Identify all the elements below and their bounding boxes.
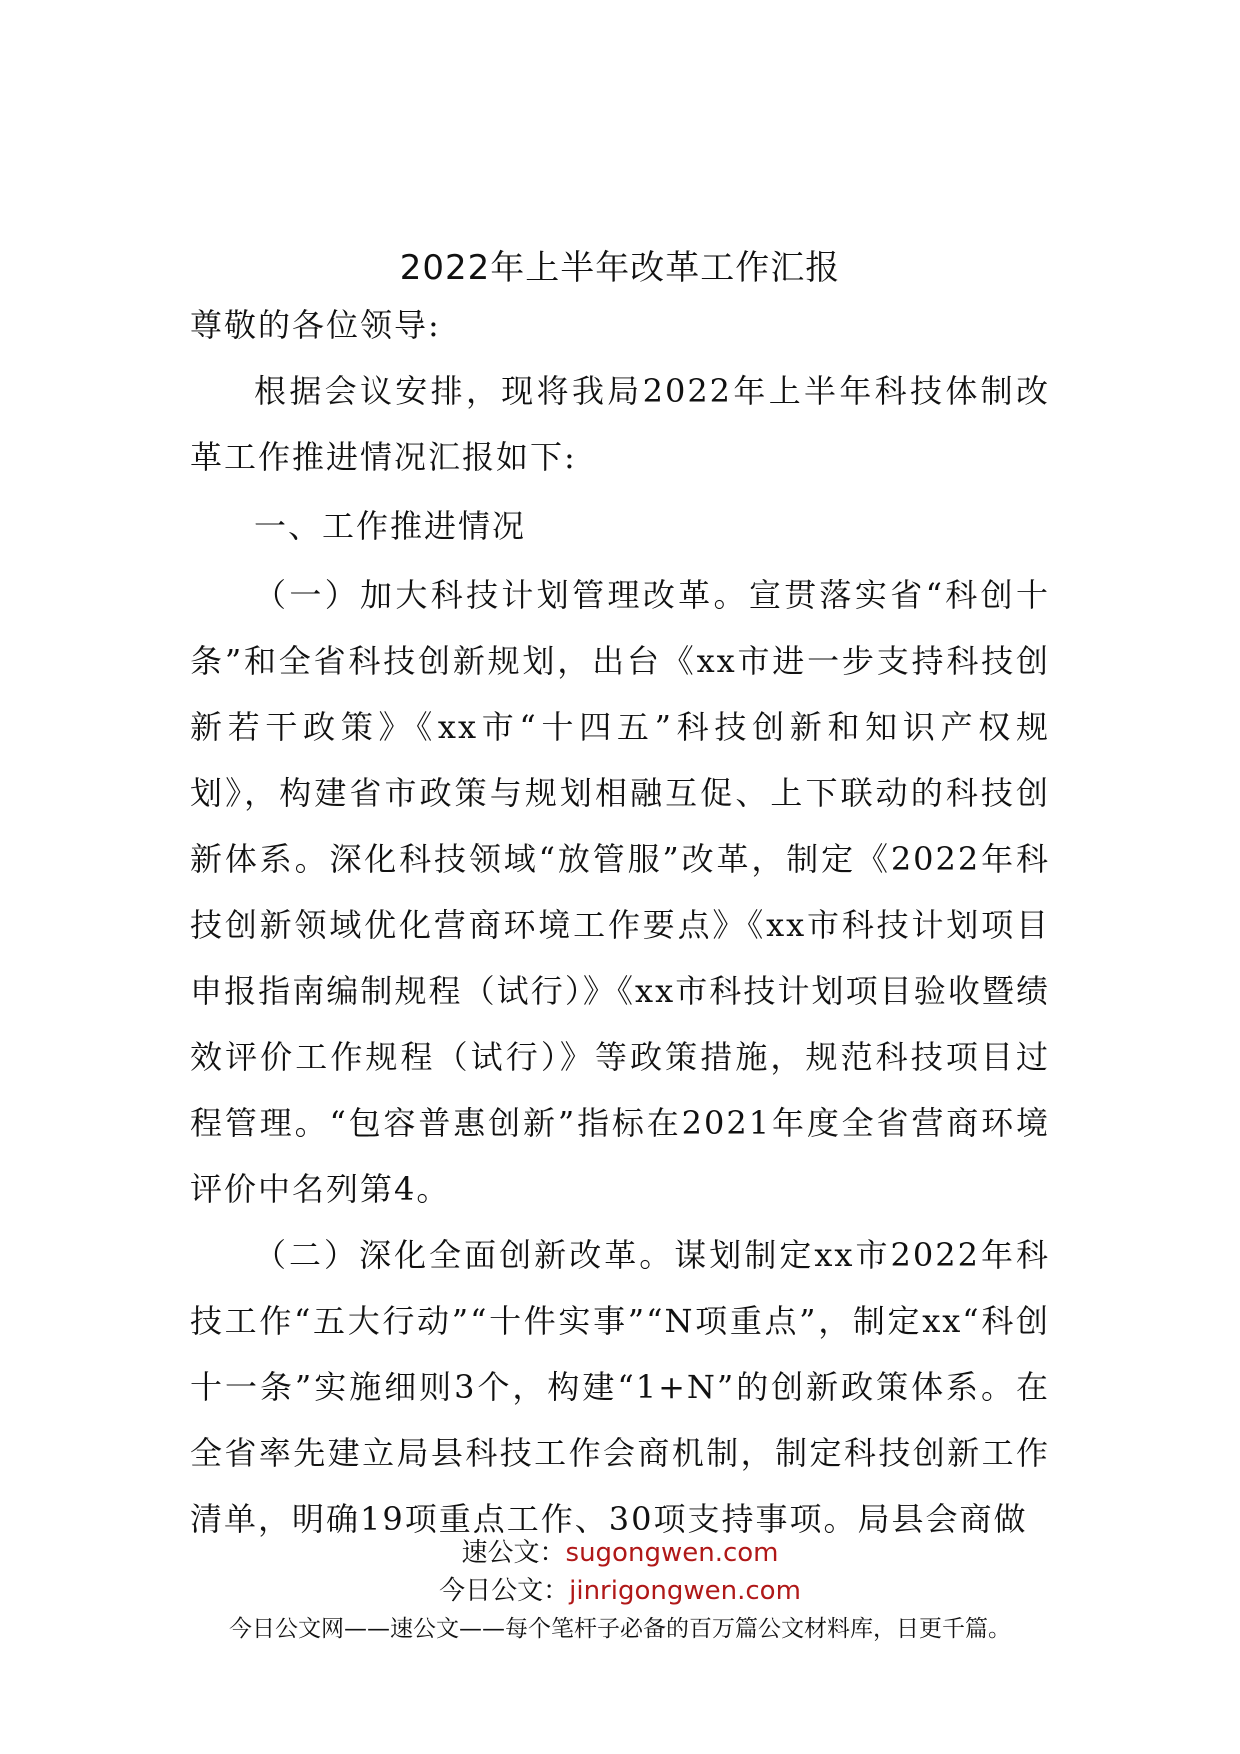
footer-jinrigongwen xyxy=(0,1570,1240,1607)
salutation: 尊敬的各位领导: xyxy=(190,306,441,344)
section-heading: 一、工作推进情况 xyxy=(254,507,527,545)
footer-label-jinrigongwen: 今日公文： xyxy=(439,1576,570,1606)
footer-link-sugongwen[interactable]: sugongwen.com xyxy=(565,1538,779,1568)
paragraph-1: （一）加大科技计划管理改革。宣贯落实省“科创十条”和全省科技创新规划，出台《xx市进一步支持科技创新若干政策》《xx市“十四五”科技创新和知识产权规划》，构建省市政策与规划相融互促、上下联动的科技创新体系。深化科技领域“放管服”改革，制定《2022年科技创新领域优化营商环境工作要点》《xx市科技计划项目申报指南编制规程（试行）》《xx市科技计划项目验收暨绩效评价工作规程（试行）》等政策措施，规范科技项目过程管理。“包容普惠创新”指标在2021年度全省营商环境评价中名列第4。 xyxy=(190,576,1050,1208)
footer-sugongwen xyxy=(0,1532,1240,1569)
document-title: 2022年上半年改革工作汇报 xyxy=(399,248,841,288)
footer-link-jinrigongwen[interactable]: jinrigongwen.com xyxy=(569,1576,801,1606)
footer-tagline: 今日公文网——速公文——每个笔杆子必备的百万篇公文材料库，日更千篇。 xyxy=(229,1616,1011,1642)
document-body xyxy=(190,292,1050,1552)
paragraph-2: （二）深化全面创新改革。谋划制定xx市2022年科技工作“五大行动”“十件实事”“N项重点”，制定xx“科创十一条”实施细则3个，构建“1+N”的创新政策体系。在全省率先建立局县科技工作会商机制，制定科技创新工作清单，明确19项重点工作、30项支持事项。局县会商做 xyxy=(190,1236,1050,1538)
footer-label-sugongwen: 速公文： xyxy=(461,1538,566,1568)
intro-paragraph: 根据会议安排，现将我局2022年上半年科技体制改革工作推进情况汇报如下: xyxy=(190,372,1050,476)
